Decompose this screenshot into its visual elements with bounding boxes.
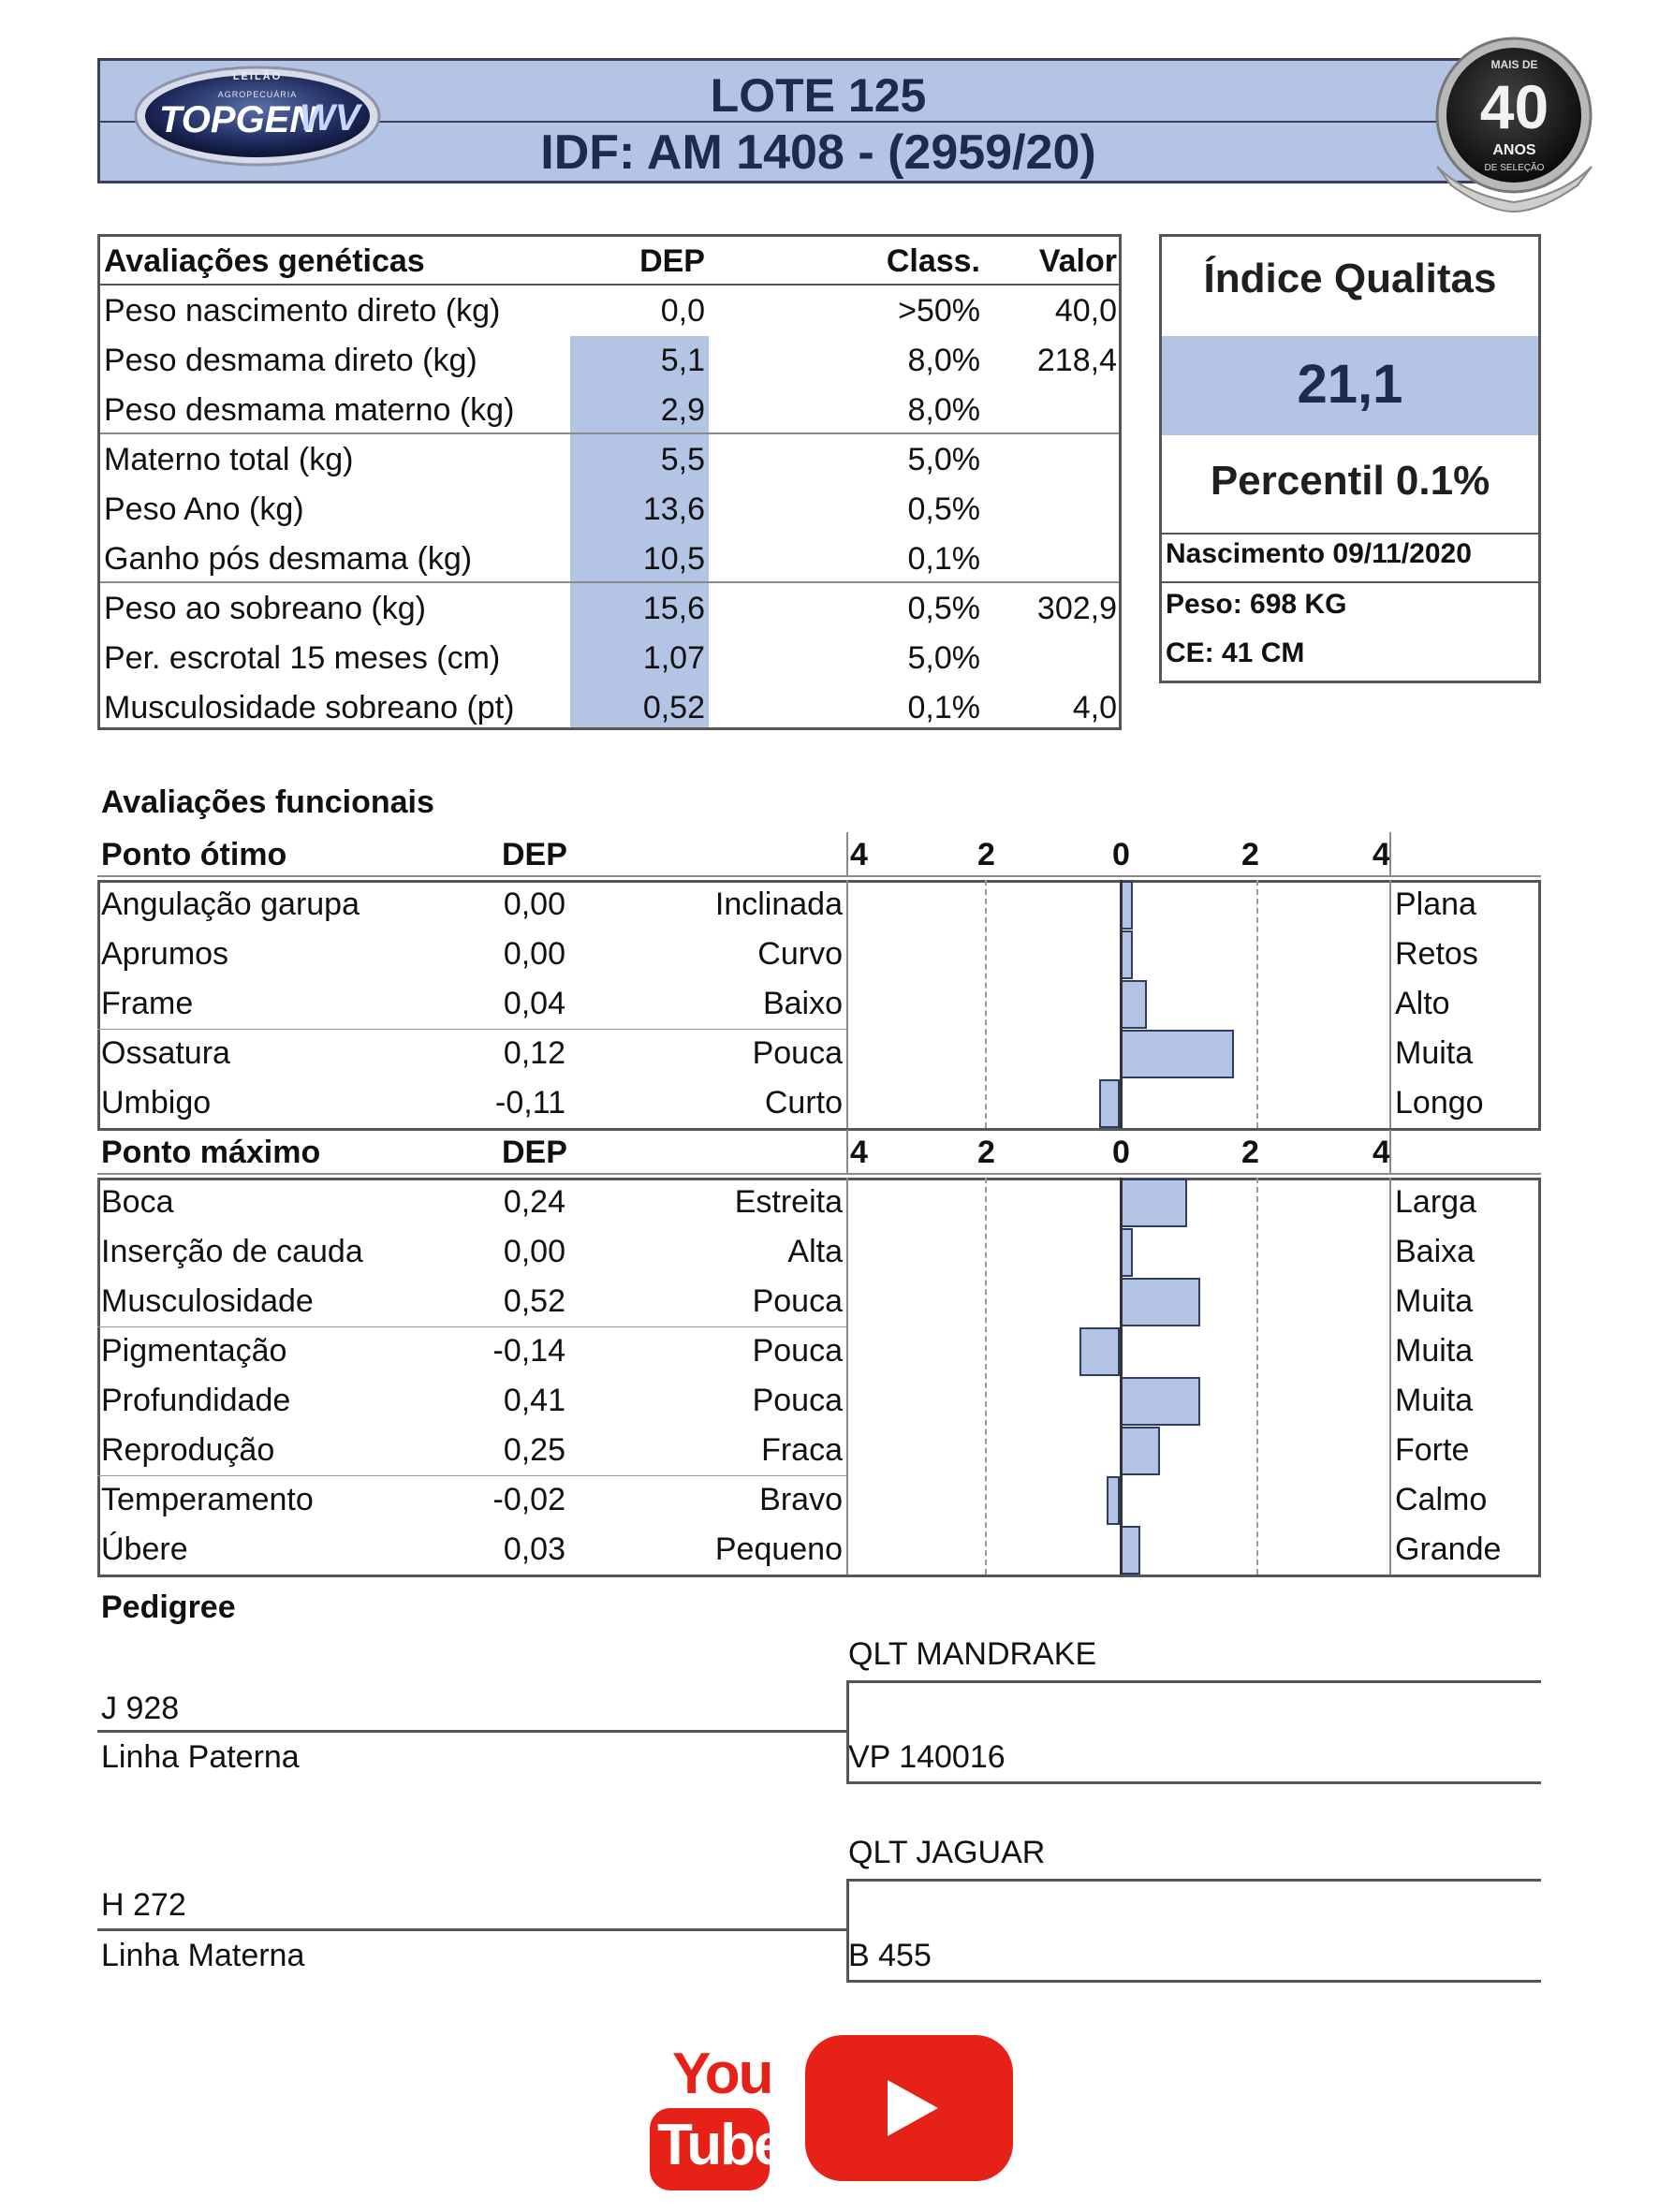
trait-dep: 0,24 bbox=[503, 1184, 565, 1220]
genetic-cell-dep: 5,5 bbox=[660, 442, 705, 477]
youtube-tube-text: Tube bbox=[657, 2113, 785, 2177]
genetic-row bbox=[100, 435, 1119, 485]
logo-top-text: LEILÃO bbox=[232, 71, 283, 82]
qualitas-divider bbox=[1162, 533, 1538, 535]
genetic-row bbox=[100, 584, 1119, 634]
trait-dep: 0,52 bbox=[503, 1283, 565, 1319]
axis-tick-label: 0 bbox=[1112, 1135, 1130, 1170]
axis-tick-label: 2 bbox=[1241, 837, 1259, 872]
genetic-cell-name: Peso desmama materno (kg) bbox=[104, 392, 515, 428]
chart-gridline bbox=[1389, 880, 1391, 1128]
genetic-cell-value bbox=[986, 485, 1117, 535]
axis-left-edge bbox=[846, 1130, 848, 1173]
genetic-header-row bbox=[100, 237, 1119, 286]
pedigree-line bbox=[97, 1928, 848, 1931]
genetic-cell-class: 0,1% bbox=[907, 541, 980, 577]
genetic-cell-dep: 0,0 bbox=[660, 293, 705, 329]
axis-right-edge bbox=[1389, 832, 1391, 875]
trait-name: Inserção de cauda bbox=[101, 1234, 363, 1269]
chart-gridline bbox=[985, 880, 987, 1128]
genetic-cell-class: 5,0% bbox=[907, 640, 980, 676]
genetic-cell-value: 302,9 bbox=[1036, 591, 1117, 626]
genetic-cell-dep: 0,52 bbox=[642, 690, 705, 725]
genetic-cell-class: 0,1% bbox=[907, 690, 980, 725]
chart-gridline bbox=[1256, 880, 1258, 1128]
chart-zero-line bbox=[1120, 1178, 1123, 1575]
maximum-header: Ponto máximo bbox=[101, 1135, 321, 1170]
genetic-cell-name: Peso nascimento direto (kg) bbox=[104, 293, 501, 329]
trait-dep: 0,04 bbox=[503, 986, 565, 1021]
trait-dep: 0,00 bbox=[503, 936, 565, 972]
genetic-cell-class: 0,5% bbox=[907, 491, 980, 527]
pedigree-line bbox=[846, 1980, 1541, 1983]
trait-bar bbox=[1120, 1030, 1234, 1078]
chart-gridline bbox=[846, 1178, 848, 1575]
maximum-dep-header: DEP bbox=[502, 1135, 567, 1170]
genetic-cell-value: 40,0 bbox=[1054, 293, 1117, 329]
trait-dep: 0,00 bbox=[503, 1234, 565, 1269]
pedigree-line bbox=[846, 1680, 1541, 1683]
trait-right-label: Muita bbox=[1395, 1283, 1474, 1319]
trait-bar bbox=[1120, 980, 1147, 1029]
trait-name: Aprumos bbox=[101, 936, 229, 972]
trait-right-label: Alto bbox=[1395, 986, 1450, 1021]
badge-bottom-text: DE SELEÇÃO bbox=[1484, 163, 1545, 173]
trait-right-label: Longo bbox=[1395, 1085, 1484, 1121]
genetic-cell-name: Ganho pós desmama (kg) bbox=[104, 541, 473, 577]
genetic-header-class: Class. bbox=[886, 243, 980, 279]
optimum-dep-header: DEP bbox=[502, 837, 567, 872]
trait-name: Musculosidade bbox=[101, 1283, 314, 1319]
genetic-row bbox=[100, 336, 1119, 386]
header-underline bbox=[97, 1173, 1541, 1175]
genetic-cell-name: Musculosidade sobreano (pt) bbox=[104, 690, 515, 725]
trait-dep: 0,12 bbox=[503, 1035, 565, 1071]
genetic-cell-dep: 10,5 bbox=[642, 541, 705, 577]
qualitas-divider bbox=[1162, 581, 1538, 583]
trait-right-label: Muita bbox=[1395, 1035, 1474, 1071]
trait-name: Pigmentação bbox=[101, 1333, 287, 1369]
genetic-header-dep: DEP bbox=[639, 243, 705, 279]
trait-right-label: Calmo bbox=[1395, 1482, 1488, 1517]
genetic-cell-value bbox=[986, 634, 1117, 683]
genetic-cell-value bbox=[986, 386, 1117, 435]
trait-name: Profundidade bbox=[101, 1383, 291, 1418]
header-underline bbox=[97, 875, 1541, 877]
logo-small-text: AGROPECUÁRIA bbox=[217, 90, 298, 99]
trait-left-label: Curto bbox=[764, 1085, 843, 1121]
genetic-cell-value: 218,4 bbox=[1036, 343, 1117, 378]
genetic-row bbox=[100, 683, 1119, 733]
genetic-cell-name: Materno total (kg) bbox=[104, 442, 354, 477]
pedigree-title: Pedigree bbox=[101, 1589, 236, 1625]
genetic-cell-name: Peso desmama direto (kg) bbox=[104, 343, 477, 378]
genetic-row bbox=[100, 535, 1119, 584]
play-icon bbox=[805, 2035, 1013, 2181]
axis-tick-label: 2 bbox=[977, 1135, 995, 1170]
chart-zero-line bbox=[1120, 880, 1123, 1128]
trait-name: Umbigo bbox=[101, 1085, 212, 1121]
badge-number: 40 bbox=[1479, 72, 1549, 141]
qualitas-value: 21,1 bbox=[1297, 354, 1403, 415]
genetic-cell-class: >50% bbox=[898, 293, 980, 329]
trait-bar bbox=[1120, 1179, 1187, 1227]
axis-tick-label: 2 bbox=[977, 837, 995, 872]
qualitas-index-box bbox=[1159, 234, 1541, 683]
trait-name: Temperamento bbox=[101, 1482, 314, 1517]
trait-dep: 0,41 bbox=[503, 1383, 565, 1418]
trait-bar bbox=[1120, 1278, 1200, 1326]
trait-name: Ossatura bbox=[101, 1035, 230, 1071]
trait-dep: -0,02 bbox=[492, 1482, 565, 1517]
genetic-cell-name: Peso Ano (kg) bbox=[104, 491, 304, 527]
logo-text: TOPGEN bbox=[159, 99, 317, 140]
genetic-cell-class: 8,0% bbox=[907, 392, 980, 428]
trait-name: Boca bbox=[101, 1184, 174, 1220]
genetic-cell-class: 5,0% bbox=[907, 442, 980, 477]
trait-dep: -0,11 bbox=[495, 1085, 565, 1121]
trait-name: Reprodução bbox=[101, 1432, 275, 1468]
genetic-header-name: Avaliações genéticas bbox=[104, 243, 425, 279]
scrotal-circumference: CE: 41 CM bbox=[1166, 637, 1305, 668]
sire: J 928 bbox=[101, 1691, 180, 1726]
trait-bar bbox=[1099, 1079, 1120, 1128]
birth-date: Nascimento 09/11/2020 bbox=[1166, 538, 1472, 569]
pedigree-line bbox=[846, 1879, 1541, 1882]
youtube-play-button bbox=[805, 2035, 1013, 2181]
trait-left-label: Baixo bbox=[762, 986, 843, 1021]
badge-top-text: MAIS DE bbox=[1490, 58, 1538, 71]
trait-left-label: Estreita bbox=[734, 1184, 843, 1220]
youtube-you-text: You bbox=[672, 2042, 772, 2106]
genetic-cell-dep: 15,6 bbox=[642, 591, 705, 626]
genetic-cell-dep: 13,6 bbox=[642, 491, 705, 527]
genetic-row bbox=[100, 286, 1119, 336]
trait-dep: -0,14 bbox=[492, 1333, 565, 1369]
chart-gridline bbox=[1256, 1178, 1258, 1575]
genetic-header-value: Valor bbox=[1038, 243, 1117, 279]
trait-left-label: Pouca bbox=[752, 1333, 843, 1369]
genetic-row bbox=[100, 386, 1119, 435]
genetic-cell-value bbox=[986, 435, 1117, 485]
trait-dep: 0,00 bbox=[503, 886, 565, 922]
genetic-row bbox=[100, 485, 1119, 535]
trait-bar bbox=[1079, 1327, 1120, 1376]
trait-bar bbox=[1120, 1377, 1200, 1426]
animal-weight: Peso: 698 KG bbox=[1166, 589, 1347, 620]
pedigree-bracket bbox=[846, 1879, 849, 1980]
trait-left-label: Curvo bbox=[757, 936, 843, 972]
youtube-logo[interactable] bbox=[646, 2031, 1020, 2190]
logo-suffix: WV bbox=[300, 97, 360, 139]
trait-name: Úbere bbox=[101, 1531, 188, 1567]
pedigree-line bbox=[97, 1730, 848, 1733]
trait-bar bbox=[1107, 1476, 1120, 1525]
trait-left-label: Bravo bbox=[759, 1482, 843, 1517]
genetic-cell-dep: 5,1 bbox=[660, 343, 705, 378]
trait-name: Frame bbox=[101, 986, 194, 1021]
optimum-header: Ponto ótimo bbox=[101, 837, 287, 872]
trait-right-label: Baixa bbox=[1395, 1234, 1475, 1269]
genetic-cell-class: 0,5% bbox=[907, 591, 980, 626]
axis-tick-label: 4 bbox=[1373, 1135, 1390, 1170]
genetic-row bbox=[100, 634, 1119, 683]
sire-sire: QLT MANDRAKE bbox=[848, 1636, 1097, 1672]
badge-anos: ANOS bbox=[1492, 142, 1536, 158]
trait-right-label: Larga bbox=[1395, 1184, 1476, 1220]
chart-gridline bbox=[1389, 1178, 1391, 1575]
functional-title: Avaliações funcionais bbox=[101, 784, 434, 820]
trait-left-label: Pouca bbox=[752, 1283, 843, 1319]
idf-title: IDF: AM 1408 - (2959/20) bbox=[540, 125, 1096, 180]
trait-dep: 0,03 bbox=[503, 1531, 565, 1567]
genetic-cell-name: Peso ao sobreano (kg) bbox=[104, 591, 426, 626]
trait-right-label: Muita bbox=[1395, 1333, 1474, 1369]
dam-sire: QLT JAGUAR bbox=[848, 1835, 1046, 1870]
trait-left-label: Pouca bbox=[752, 1383, 843, 1418]
trait-right-label: Muita bbox=[1395, 1383, 1474, 1418]
pedigree-line bbox=[846, 1781, 1541, 1784]
trait-left-label: Fraca bbox=[761, 1432, 843, 1468]
trait-right-label: Grande bbox=[1395, 1531, 1502, 1567]
trait-left-label: Pequeno bbox=[714, 1531, 843, 1567]
axis-tick-label: 0 bbox=[1112, 837, 1130, 872]
pedigree-bracket bbox=[846, 1680, 849, 1781]
axis-right-edge bbox=[1389, 1130, 1391, 1173]
genetic-cell-value bbox=[986, 535, 1117, 584]
chart-gridline bbox=[985, 1178, 987, 1575]
lot-title: LOTE 125 bbox=[710, 69, 927, 122]
qualitas-title: Índice Qualitas bbox=[1203, 256, 1497, 301]
trait-right-label: Forte bbox=[1395, 1432, 1470, 1468]
trait-right-label: Retos bbox=[1395, 936, 1478, 972]
genetic-cell-dep: 1,07 bbox=[642, 640, 705, 676]
trait-left-label: Alta bbox=[787, 1234, 843, 1269]
trait-right-label: Plana bbox=[1395, 886, 1476, 922]
sire-dam: VP 140016 bbox=[848, 1739, 1006, 1775]
dam: H 272 bbox=[101, 1887, 186, 1923]
axis-tick-label: 4 bbox=[850, 1135, 868, 1170]
trait-left-label: Inclinada bbox=[714, 886, 843, 922]
trait-left-label: Pouca bbox=[752, 1035, 843, 1071]
genetic-cell-value: 4,0 bbox=[1072, 690, 1117, 725]
trait-bar bbox=[1120, 1427, 1160, 1475]
qualitas-percentile: Percentil 0.1% bbox=[1210, 458, 1490, 504]
trait-name: Angulação garupa bbox=[101, 886, 360, 922]
axis-tick-label: 2 bbox=[1241, 1135, 1259, 1170]
axis-tick-label: 4 bbox=[1373, 837, 1390, 872]
genetic-cell-name: Per. escrotal 15 meses (cm) bbox=[104, 640, 501, 676]
trait-bar bbox=[1120, 1526, 1140, 1575]
genetic-cell-class: 8,0% bbox=[907, 343, 980, 378]
genetic-cell-dep: 2,9 bbox=[660, 392, 705, 428]
topgen-logo bbox=[131, 58, 384, 168]
sire-line-label: Linha Paterna bbox=[101, 1739, 300, 1775]
dam-dam: B 455 bbox=[848, 1938, 932, 1973]
axis-left-edge bbox=[846, 832, 848, 875]
genetic-evaluations-table bbox=[97, 234, 1122, 730]
trait-dep: 0,25 bbox=[503, 1432, 565, 1468]
forty-years-badge bbox=[1428, 26, 1601, 213]
chart-gridline bbox=[846, 880, 848, 1128]
dam-line-label: Linha Materna bbox=[101, 1938, 305, 1973]
axis-tick-label: 4 bbox=[850, 837, 868, 872]
